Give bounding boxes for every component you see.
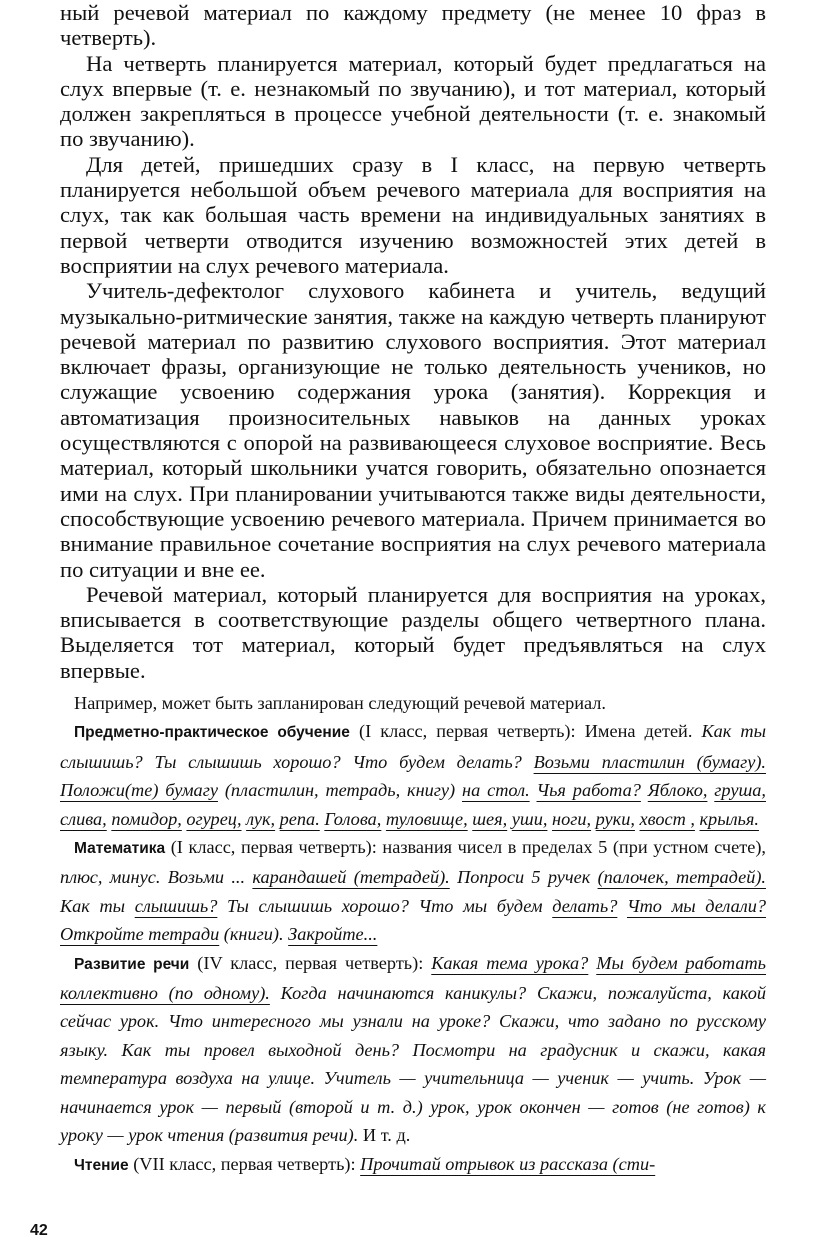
- paragraph-first-grade: Для детей, пришедших сразу в I класс, на первую четверть планируется небольшой объем речевого материала для восприятия на слух, так как большая часть времени на индивидуальных занятиях в первой четверти отводится изучению возможностей этих детей в восприятии на слух речевого материала.: [60, 151, 766, 278]
- underlined-phrase: карандашей (тетрадей).: [252, 867, 450, 888]
- page-number: 42: [30, 1222, 48, 1239]
- underlined-word: огурец,: [186, 808, 242, 829]
- underlined-word: крылья.: [699, 808, 759, 829]
- underlined-phrase: делать?: [552, 895, 618, 916]
- underlined-word: помидор,: [111, 808, 182, 829]
- phrase: Как ты: [60, 895, 126, 916]
- underlined-phrase: слышишь?: [134, 895, 218, 916]
- lead-text: названия чисел в пределах 5 (при устном счете),: [382, 837, 767, 858]
- lead-text: Имена детей.: [584, 721, 693, 742]
- examples-block: [60, 689, 766, 1180]
- phrase: Ты слышишь хорошо?: [154, 751, 341, 772]
- underlined-word: слива,: [60, 808, 107, 829]
- section-reading: [60, 1150, 766, 1180]
- grade-label: (I класс, первая четверть):: [170, 837, 377, 858]
- phrase: плюс, минус. Возьми ...: [60, 867, 246, 888]
- phrase: (книги).: [223, 924, 284, 945]
- underlined-word: руки,: [595, 808, 635, 829]
- section-heading: Чтение: [74, 1156, 129, 1174]
- main-text: [60, 0, 766, 683]
- section-mathematics: [60, 833, 766, 949]
- underlined-word: хвост ,: [639, 808, 695, 829]
- etc-text: И т. д.: [362, 1125, 411, 1146]
- phrase: Что будем делать?: [352, 751, 522, 772]
- underlined-phrase: Положи(те) бумагу: [60, 780, 218, 801]
- underlined-word: лук,: [246, 808, 276, 829]
- section-speech-development: [60, 949, 766, 1150]
- underlined-word: Голова,: [324, 808, 382, 829]
- underlined-phrase: Какая тема урока?: [431, 952, 589, 973]
- underlined-word: репа.: [279, 808, 320, 829]
- underlined-word: Яблоко,: [647, 780, 708, 801]
- underlined-phrase: Прочитай отрывок из рассказа (сти-: [360, 1153, 656, 1174]
- underlined-word: ноги,: [552, 808, 592, 829]
- example-intro: Например, может быть запланирован следующий речевой материал.: [74, 693, 606, 714]
- grade-label: (IV класс, первая четверть):: [197, 952, 424, 973]
- grade-label: (VII класс, первая четверть):: [133, 1153, 356, 1174]
- section-heading: Развитие речи: [74, 955, 190, 973]
- underlined-phrase: на стол.: [462, 780, 530, 801]
- section-heading: Предметно-практическое обучение: [74, 724, 350, 742]
- grade-label: (I класс, первая четверть):: [359, 721, 576, 742]
- underlined-word: туловище,: [385, 808, 468, 829]
- underlined-phrase: Возьми пластилин (бумагу).: [533, 751, 766, 772]
- section-practical-training: [60, 717, 766, 833]
- book-page: [60, 0, 766, 1180]
- phrase: Когда начинаются каникулы? Скажи, пожалуйста, какой сейчас урок. Что интересного мы узнали на уроке? Скажи, что задано по русскому языку. Как ты провел выходной день? Посмотри на градусник и скажи, какая температура воздуха на улице. Учитель — учительница — ученик — учить. Урок — начинается урок — первый (второй и т. д.) урок, урок окончен — готов (не готов) к уроку — урок чтения (развития речи).: [60, 983, 766, 1146]
- underlined-phrase: Что мы делали?: [627, 895, 766, 916]
- phrase: Попроси 5 ручек: [457, 867, 591, 888]
- paragraph-quarter-planning: На четверть планируется материал, который будет предлагаться на слух впервые (т. е. незнакомый по звучанию), и тот материал, который должен закрепляться в процессе учебной деятельности (т. е. знакомый по звучанию).: [60, 50, 766, 152]
- underlined-phrase: Закройте...: [288, 924, 378, 945]
- underlined-word: шея,: [472, 808, 508, 829]
- underlined-phrase: Чья работа?: [536, 780, 641, 801]
- paragraph-speech-material: Речевой материал, который планируется для восприятия на уроках, вписывается в соответствующие разделы общего четвертного плана. Выделяется тот материал, который будет предъявляться на слух впервые.: [60, 581, 766, 683]
- phrase: (пластилин, тетрадь, книгу): [224, 780, 456, 801]
- phrase: Ты слышишь хорошо? Что мы будем: [227, 895, 543, 916]
- underlined-phrase: (палочек, тетрадей).: [597, 867, 766, 888]
- underlined-word: уши,: [511, 808, 548, 829]
- underlined-phrase: Мы будем работать коллективно (по одному).: [60, 952, 767, 1004]
- paragraph-continuation: ный речевой материал по каждому предмету (не менее 10 фраз в четверть).: [60, 0, 766, 51]
- paragraph-specialists: Учитель-дефектолог слухового кабинета и учитель, ведущий музыкально-ритмические занятия, также на каждую четверть планируют речевой материал по развитию слухового восприятия. Этот материал включает фразы, организующие не только деятельность учеников, но служащие усвоению содержания урока (занятия). Коррекция и автоматизация произносительных навыков на данных уроках осуществляются с опорой на развивающееся слуховое восприятие. Весь материал, который школьники учатся говорить, обязательно опознается ими на слух. При планировании учитываются также виды деятельности, способствующие усвоению речевого материала. Причем принимается во внимание правильное сочетание восприятия на слух речевого материала по ситуации и вне ее.: [60, 278, 766, 582]
- underlined-phrase: Откройте тетради: [60, 924, 220, 945]
- underlined-word: груша,: [714, 780, 766, 801]
- section-heading: Математика: [74, 840, 166, 858]
- phrase: Как ты слышишь?: [60, 721, 766, 772]
